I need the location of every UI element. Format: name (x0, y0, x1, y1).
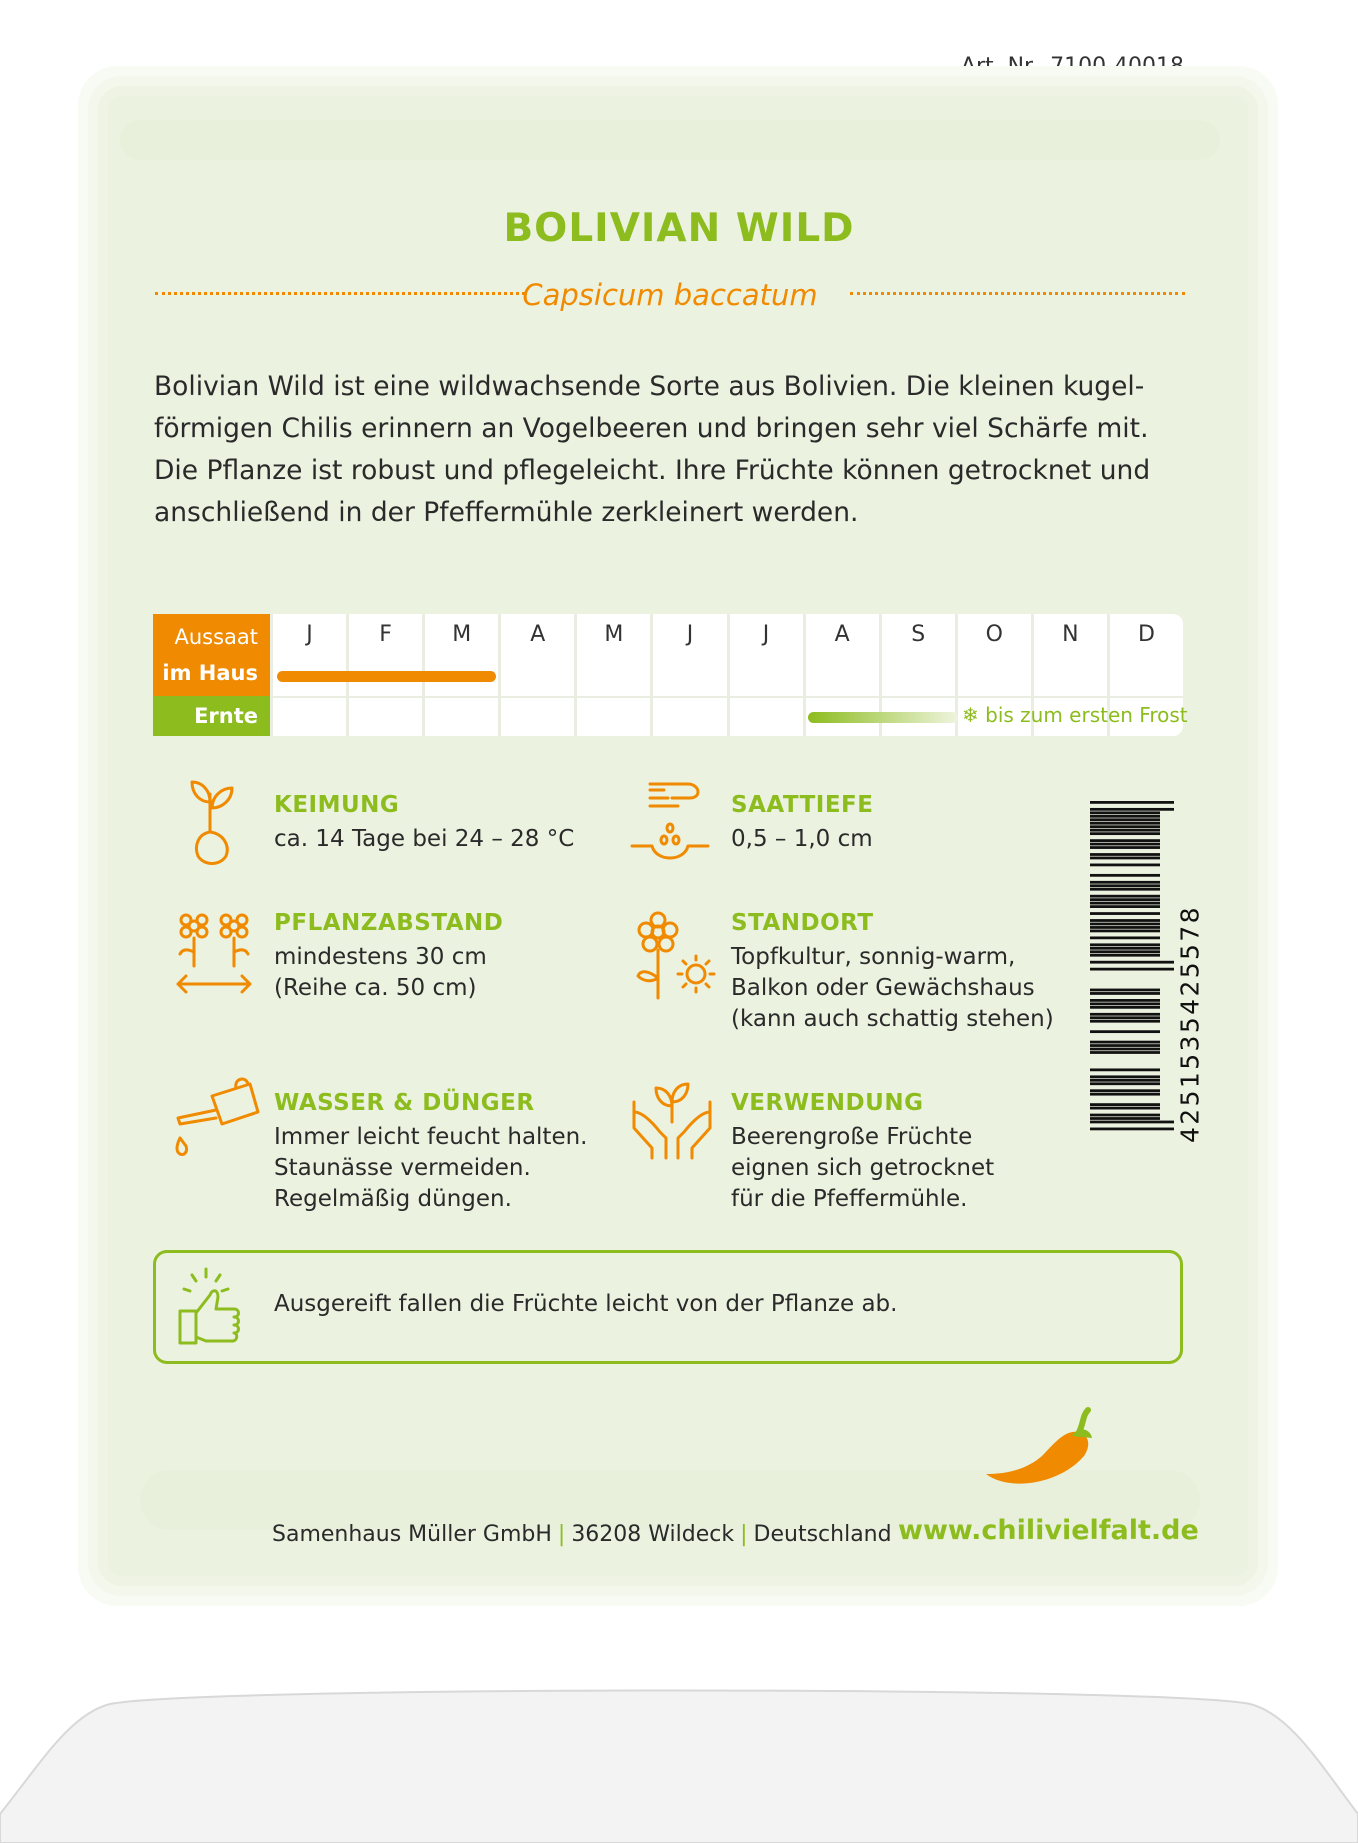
harvest-label: Ernte (153, 696, 270, 736)
barcode-bar (1090, 1041, 1160, 1044)
description (154, 366, 1204, 534)
article-number-value: 7100-40018 (1050, 54, 1184, 79)
separator: | (740, 1522, 748, 1547)
barcode-bar (1090, 1093, 1160, 1096)
calendar-month: A (498, 614, 574, 736)
barcode-bar (1090, 818, 1160, 821)
barcode-bar (1090, 1128, 1174, 1131)
barcode-bar (1090, 884, 1160, 887)
flower-sun-icon (628, 908, 718, 1004)
barcode-bar (1090, 895, 1160, 898)
info-line: (Reihe ca. 50 cm) (274, 975, 477, 1001)
harvest-period-bar (808, 712, 958, 723)
barcode-bars (1090, 793, 1205, 1153)
barcode-bar (1090, 1044, 1160, 1047)
hands-plant-icon (630, 1072, 714, 1162)
barcode-bar (1090, 881, 1160, 884)
barcode-bar (1090, 839, 1160, 842)
barcode-bar (1090, 811, 1160, 814)
barcode-bar (1090, 1013, 1160, 1016)
botanical-name: Capsicum baccatum (522, 278, 818, 312)
frost-note-text: bis zum ersten Frost (985, 703, 1188, 727)
barcode-bar (1090, 1089, 1160, 1092)
barcode-bar (1090, 888, 1160, 891)
calendar-month: J (270, 614, 346, 736)
barcode-bar (1090, 919, 1160, 922)
info-heading: VERWENDUNG (731, 1090, 924, 1116)
dotted-rule-right (850, 292, 1185, 295)
calendar-month: J (650, 614, 726, 736)
barcode-bar (1090, 1048, 1160, 1051)
info-text: 0,5 – 1,0 cm (731, 826, 873, 852)
hand-sowing-icon (628, 776, 712, 866)
barcode-bar (1090, 874, 1160, 877)
barcode-bar (1090, 1082, 1160, 1085)
tip-text: Ausgereift fallen die Früchte leicht von der Pflanze ab. (274, 1291, 898, 1317)
barcode-bar (1090, 954, 1160, 957)
barcode-bar (1090, 943, 1160, 946)
barcode-bar (1090, 989, 1160, 992)
info-heading: WASSER & DÜNGER (274, 1090, 535, 1116)
barcode-bar (1090, 808, 1174, 811)
barcode-bar (1090, 1051, 1160, 1054)
barcode-bar (1090, 1117, 1160, 1120)
info-keimung (274, 792, 574, 855)
barcode-bar (1090, 1079, 1160, 1082)
footer-address (272, 1522, 892, 1547)
info-text (274, 942, 503, 1004)
barcode-bar (1090, 947, 1160, 950)
barcode-bar (1090, 1068, 1160, 1071)
barcode-bar (1090, 843, 1160, 846)
website-url: www.chilivielfalt.de (898, 1515, 1199, 1546)
info-line: eignen sich getrocknet (731, 1155, 995, 1181)
info-text (731, 942, 1054, 1035)
barcode-bar (1090, 857, 1160, 860)
barcode-bar (1090, 950, 1160, 953)
calendar-month: M (574, 614, 650, 736)
barcode-bar (1090, 968, 1174, 971)
product-title: BOLIVIAN WILD (503, 206, 855, 251)
barcode-bar (1090, 961, 1174, 964)
info-line: Topfkultur, sonnig-warm, (731, 944, 1016, 970)
info-heading: PFLANZABSTAND (274, 910, 504, 936)
barcode-bar (1090, 1075, 1160, 1078)
calendar-month: J (727, 614, 803, 736)
description-line: förmigen Chilis erinnern an Vogelbeeren und bringen sehr viel Schärfe mit. (154, 413, 1149, 444)
info-line: mindestens 30 cm (274, 944, 487, 970)
sow-period-bar (277, 671, 496, 682)
barcode-bar (1090, 905, 1160, 908)
company-country: Deutschland (753, 1522, 892, 1547)
info-line: Immer leicht feucht halten. (274, 1124, 588, 1150)
barcode-bar (1090, 1016, 1160, 1019)
barcode-bar (1090, 1002, 1160, 1005)
info-saattiefe (731, 792, 873, 855)
barcode-bar (1090, 822, 1160, 825)
barcode-bar (1090, 846, 1160, 849)
barcode-bar (1090, 1103, 1160, 1106)
description-line: Bolivian Wild ist eine wildwachsende Sorte aus Bolivien. Die kleinen kugel- (154, 371, 1145, 402)
calendar-month: M (422, 614, 498, 736)
barcode-bar (1090, 936, 1160, 939)
barcode-bar (1090, 1020, 1160, 1023)
snowflake-icon: ❄ (962, 703, 979, 727)
calendar-month: O (955, 614, 1031, 736)
article-number (961, 54, 1184, 79)
description-line: anschließend in der Pfeffermühle zerkleinert werden. (154, 497, 859, 528)
company-city: 36208 Wildeck (571, 1522, 735, 1547)
calendar-month: F (346, 614, 422, 736)
plant-spacing-icon (172, 908, 256, 1004)
sow-label-line1: Aussaat (174, 625, 258, 649)
barcode-bar (1090, 1006, 1160, 1009)
barcode-bar (1090, 832, 1160, 835)
info-heading: SAATTIEFE (731, 792, 874, 818)
sow-label (153, 614, 270, 696)
barcode-bar (1090, 999, 1160, 1002)
thumbs-up-icon (176, 1267, 246, 1349)
barcode-digits: 4251535425578 (1175, 905, 1205, 1143)
info-text (274, 1122, 588, 1215)
company-name: Samenhaus Müller GmbH (272, 1522, 552, 1547)
subtitle-line (155, 278, 1185, 312)
barcode-bar (1090, 923, 1160, 926)
separator: | (557, 1522, 566, 1547)
info-verwendung (731, 1090, 994, 1215)
brush-stroke (120, 120, 1220, 160)
chili-pepper-icon (980, 1404, 1110, 1508)
barcode-bar (1090, 864, 1160, 867)
calendar-month: D (1107, 614, 1183, 736)
calendar-month: N (1031, 614, 1107, 736)
watering-can-icon (172, 1076, 262, 1162)
info-text (731, 1122, 994, 1215)
info-line: Beerengroße Früchte (731, 1124, 973, 1150)
calendar-month: A (803, 614, 879, 736)
barcode-bar (1090, 815, 1160, 818)
barcode-bar (1090, 825, 1160, 828)
info-line: Staunässe vermeiden. (274, 1155, 531, 1181)
barcode-bar (1090, 853, 1160, 856)
tip-box (153, 1250, 1183, 1364)
barcode-bar (1090, 930, 1160, 933)
barcode-bar (1090, 926, 1160, 929)
sprout-seed-icon (180, 772, 244, 872)
info-pflanzabstand (274, 910, 503, 1004)
barcode-bar (1090, 1030, 1160, 1033)
info-line: (kann auch schattig stehen) (731, 1006, 1054, 1032)
info-line: für die Pfeffermühle. (731, 1186, 968, 1212)
info-wasser (274, 1090, 588, 1215)
barcode-bar (1090, 1121, 1174, 1124)
info-line: Balkon oder Gewächshaus (731, 975, 1035, 1001)
barcode (1090, 793, 1205, 1153)
description-line: Die Pflanze ist robust und pflegeleicht. Ihre Früchte können getrocknet und (154, 455, 1151, 486)
calendar-month: S (879, 614, 955, 736)
barcode-bar (1090, 1107, 1160, 1110)
frost-note (962, 703, 1188, 727)
info-heading: KEIMUNG (274, 792, 400, 818)
barcode-bar (1090, 1114, 1160, 1117)
barcode-bar (1090, 912, 1160, 915)
info-text: ca. 14 Tage bei 24 – 28 °C (274, 826, 575, 852)
barcode-bar (1090, 902, 1160, 905)
barcode-bar (1090, 992, 1160, 995)
packet-bottom-flap (0, 1674, 1358, 1843)
barcode-bar (1090, 898, 1160, 901)
article-number-label: Art. Nr. (960, 54, 1039, 79)
info-line: Regelmäßig düngen. (274, 1186, 512, 1212)
barcode-bar (1090, 801, 1174, 804)
info-heading: STANDORT (731, 910, 874, 936)
info-standort (731, 910, 1054, 1035)
sow-label-line2: im Haus (162, 661, 258, 685)
barcode-bar (1090, 829, 1160, 832)
